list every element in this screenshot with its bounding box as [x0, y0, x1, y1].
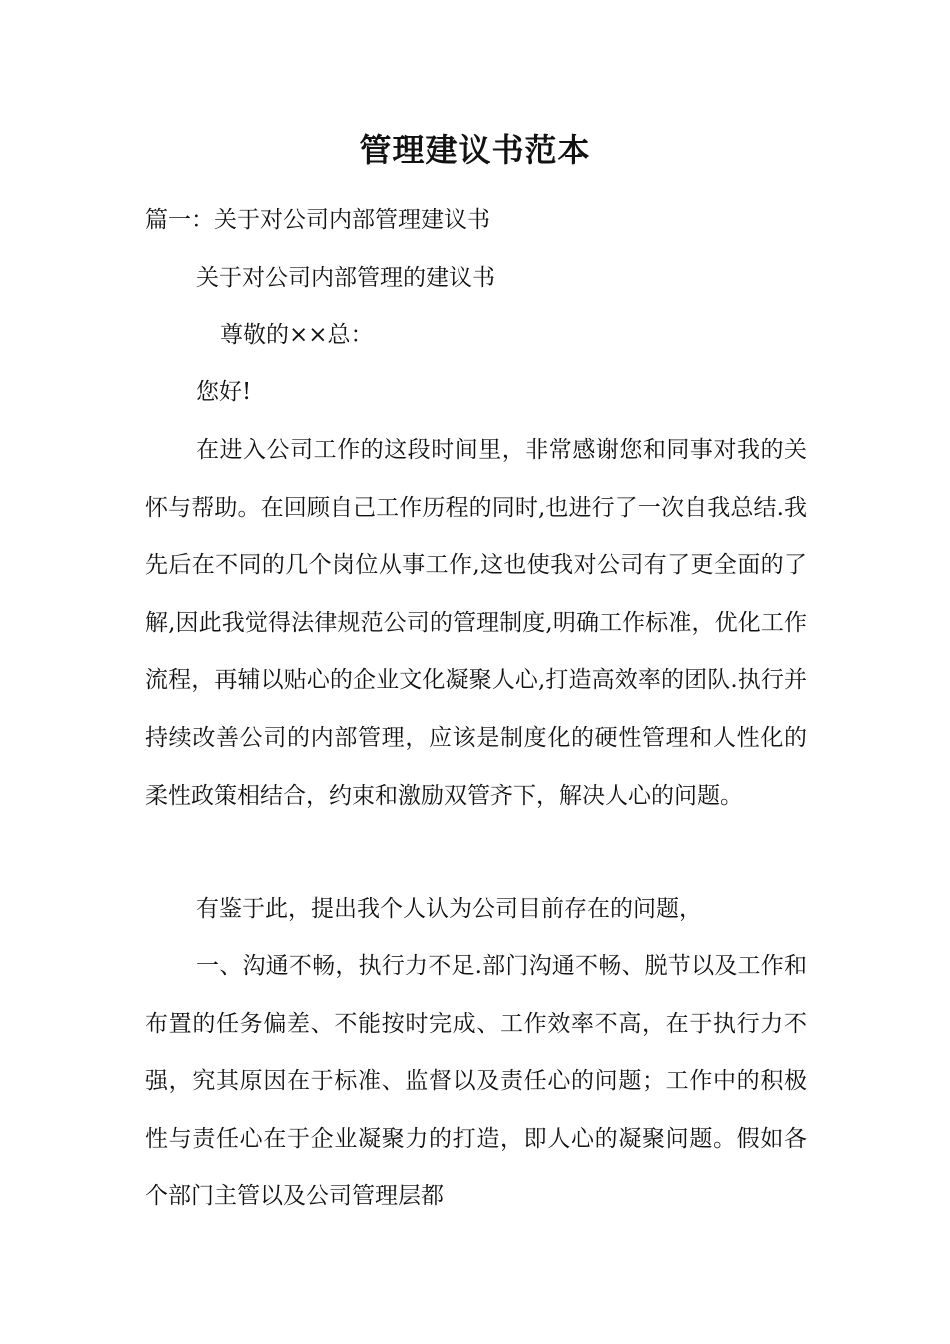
body-paragraph-problems-lead: 有鉴于此，提出我个人认为公司目前存在的问题，	[196, 896, 702, 922]
letter-greeting: 您好!	[196, 379, 252, 405]
body-paragraph-intro: 在进入公司工作的这段时间里，非常感谢您和同事对我的关怀与帮助。在回顾自己工作历程的同时,也进行了一次自我总结.我先后在不同的几个岗位从事工作,这也使我对公司有了更全面的了解,因此我觉得法律规范公司的管理制度,明确工作标准，优化工作流程，再辅以贴心的企业文化凝聚人心,打造高效率的团队.执行并持续改善公司的内部管理，应该是制度化的硬性管理和人性化的柔性政策相结合，约束和激励双管齐下，解决人心的问题。	[145, 437, 807, 809]
section-heading: 篇一：关于对公司内部管理建议书	[145, 207, 490, 233]
document-title: 管理建议书范本	[359, 131, 591, 169]
letter-subtitle: 关于对公司内部管理的建议书	[196, 265, 495, 291]
body-paragraph-point-one: 一、沟通不畅，执行力不足.部门沟通不畅、脱节以及工作和布置的任务偏差、不能按时完成、工作效率不高，在于执行力不强，究其原因在于标准、监督以及责任心的问题；工作中的积极性与责任心在于企业凝聚力的打造，即人心的凝聚问题。假如各个部门主管以及公司管理层都	[145, 953, 807, 1210]
letter-salutation: 尊敬的××总：	[220, 322, 374, 348]
